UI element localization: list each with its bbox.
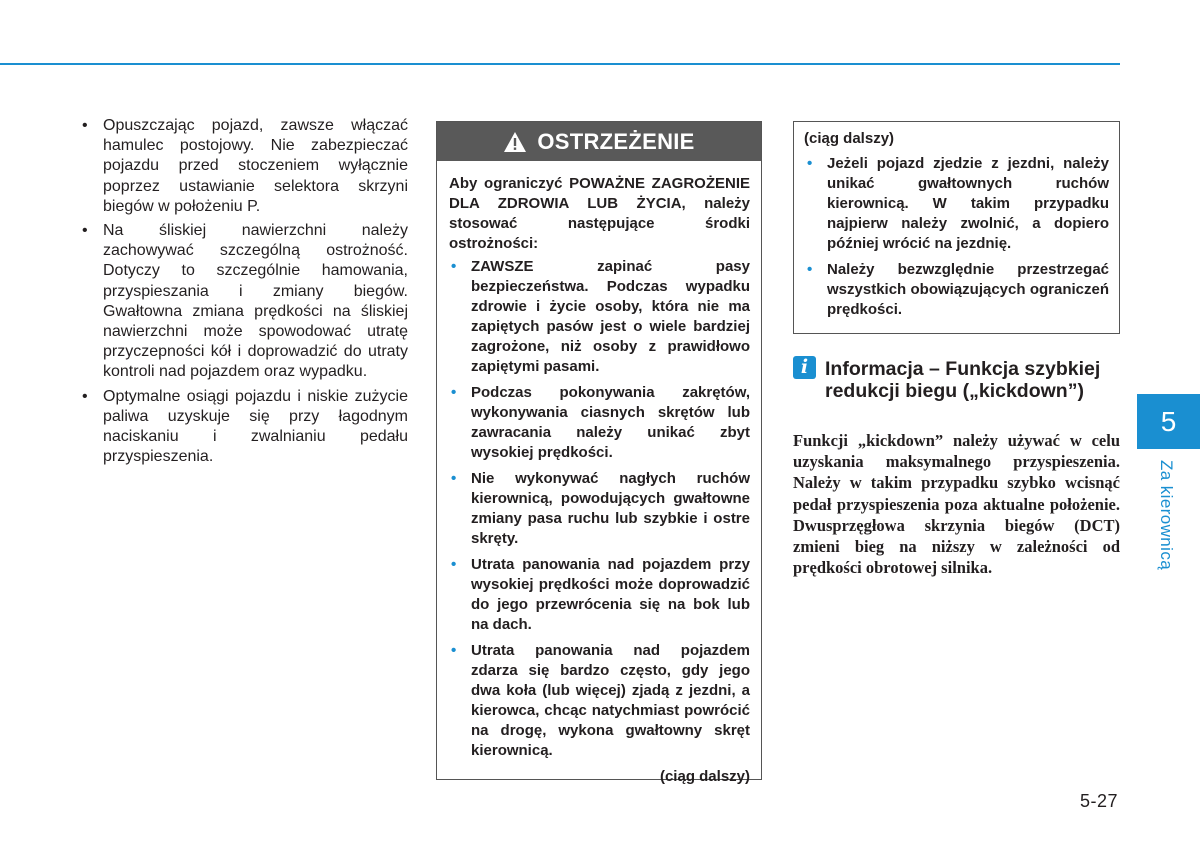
list-item: [449, 555, 750, 635]
chapter-tab: [1137, 394, 1200, 449]
bullet-icon: •: [451, 642, 457, 659]
chapter-number: 5: [1160, 405, 1177, 437]
warning-header: [437, 122, 761, 161]
chapter-title: Za kierownicą: [1157, 460, 1176, 571]
list-item-text: Na śliskiej nawierzchni należy zachowywać szczególną ostrożność. Dotyczy to szczególnie hamowania, przyspieszania i zmiany biegów. Gwałtowna zmiana prędkości na śliskiej nawierzchni może spowodować utratę przyczepności kół i doprowadzić do utraty kontroli nad pojazdem oraz wypadku.: [103, 222, 408, 381]
bullet-icon: •: [451, 258, 457, 275]
page-number: 5-27: [1080, 791, 1119, 811]
list-item-text: Podczas pokonywania zakrętów, wykonywania ciasnych skrętów lub zawracania należy unikać zbyt wysokiej prędkości.: [471, 384, 750, 461]
list-item: [449, 257, 750, 377]
bullet-icon: •: [82, 222, 88, 240]
list-item-text: Utrata panowania nad pojazdem zdarza się bardzo często, gdy jego dwa koła (lub więcej) zjadą z jezdni, a kierowca, chcąc natychmiast powrócić na drogę, wykona gwałtowny skręt kierownicą.: [471, 642, 750, 759]
list-item: [804, 260, 1109, 320]
list-item-text: ZAWSZE zapinać pasy bezpieczeństwa. Podczas wypadku zdrowie i życie osoby, która nie ma zapiętych pasów jest o wiele bardziej zagrożone, niż osoby z prawidłowo zapiętymi pasami.: [471, 258, 750, 375]
bullet-icon: •: [451, 384, 457, 401]
list-item-text: Utrata panowania nad pojazdem przy wysokiej prędkości może doprowadzić do jego przewrócenia się na bok lub na dach.: [471, 556, 750, 633]
warning-body: [437, 161, 761, 787]
continuation-list: [804, 154, 1109, 320]
bullet-icon: •: [451, 556, 457, 573]
list-item: [449, 383, 750, 463]
bullet-icon: •: [451, 470, 457, 487]
left-bullet-list: [80, 116, 408, 467]
list-item-text: Należy bezwzględnie przestrzegać wszystkich obowiązujących ograniczeń prędkości.: [827, 261, 1109, 318]
warning-title: OSTRZEŻENIE: [537, 128, 695, 154]
info-title: Informacja – Funkcja szybkiej redukcji biegu („kickdown”): [825, 358, 1101, 402]
continuation-box: [793, 121, 1120, 334]
warning-intro: Aby ograniczyć POWAŻNE ZAGROŻENIE DLA ZDROWIA LUB ŻYCIA, należy stosować następujące środki ostrożności:: [449, 175, 750, 252]
list-item: [449, 469, 750, 549]
list-item: [804, 154, 1109, 254]
list-item-text: Nie wykonywać nagłych ruchów kierownicą, powodujących gwałtowne zmiany pasa ruchu lub szybkie i ostre skręty.: [471, 470, 750, 547]
continuation-heading: (ciąg dalszy): [804, 130, 895, 147]
continued-label: (ciąg dalszy): [659, 768, 750, 785]
bullet-icon: •: [807, 261, 813, 278]
info-icon: i: [793, 356, 816, 379]
list-item: [80, 221, 408, 383]
list-item: [80, 116, 408, 217]
info-text: Funkcji „kickdown” należy używać w celu uzyskania maksymalnego przyspieszenia. Należy w takim przypadku szybko wcisnąć pedał przyspieszenia poza aktualne położenie. Dwusprzęgłowa skrzynia biegów (DCT) zmieni bieg na niższy w zależności od prędkości obrotowej silnika.: [793, 431, 1120, 578]
bullet-icon: •: [807, 155, 813, 172]
list-item: [449, 641, 750, 761]
warning-list: [449, 257, 750, 761]
bullet-icon: •: [82, 387, 88, 405]
list-item-text: Jeżeli pojazd zjedzie z jezdni, należy unikać gwałtownych ruchów kierownicą. W takim przypadku najpierw należy zwolnić, a dopiero później wrócić na jezdnię.: [827, 155, 1109, 252]
left-column: [80, 116, 408, 471]
bullet-icon: •: [82, 117, 88, 134]
warning-triangle-icon: [503, 131, 527, 153]
warning-box: [436, 121, 762, 785]
top-rule: [0, 63, 1120, 65]
list-item: [80, 387, 408, 468]
list-item-text: Optymalne osiągi pojazdu i niskie zużycie paliwa uzyskuje się przy łagodnym naciskaniu i zwalnianiu pedału przyspieszenia.: [103, 387, 408, 466]
list-item-text: Opuszczając pojazd, zawsze włączać hamulec postojowy. Nie zabezpieczać pojazdu przed stoczeniem wyłącznie poprzez ustawianie selektora skrzyni biegów w położeniu P.: [103, 117, 408, 215]
